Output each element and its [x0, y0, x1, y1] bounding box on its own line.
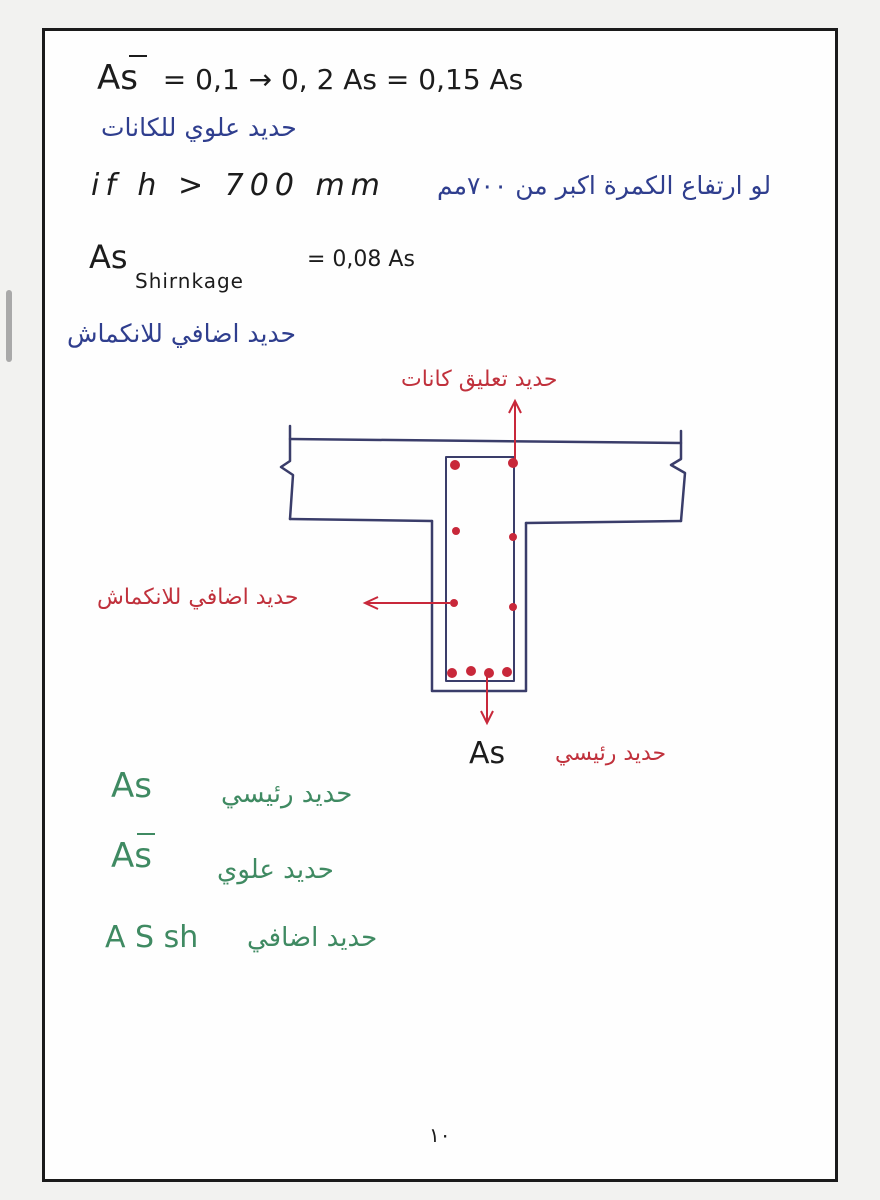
rebar-side-left-2: [450, 599, 458, 607]
annotation-arrows: [365, 401, 521, 723]
top-steel-expression: = 0,1 → 0, 2 As = 0,15 As: [162, 63, 524, 96]
flange-top-edge: [290, 439, 681, 443]
rebar-bottom-2: [466, 666, 476, 676]
rebar-dots: [447, 458, 518, 678]
shrinkage-subscript: Shirnkage: [135, 269, 244, 293]
shrinkage-symbol: As: [89, 238, 128, 276]
rebar-bottom-4: [502, 667, 512, 677]
rebar-side-right-1: [509, 533, 517, 541]
top-steel-note: حديد علوي للكانات: [101, 113, 297, 142]
height-condition-note: لو ارتفاع الكمرة اكبر من ٧٠٠مم: [437, 171, 772, 200]
legend-top-meaning: حديد علوي: [217, 855, 334, 885]
flange-bottom-right: [526, 521, 681, 523]
legend-main-meaning: حديد رئيسي: [221, 779, 353, 809]
rebar-top-right: [508, 458, 518, 468]
notebook-page: [42, 28, 838, 1182]
main-steel-label: حديد رئيسي: [555, 741, 667, 766]
flange-bottom-left: [290, 519, 432, 521]
rebar-side-right-2: [509, 603, 517, 611]
scrollbar-handle[interactable]: [6, 290, 12, 362]
legend-extra-symbol: A S sh: [105, 920, 199, 955]
main-steel-symbol: As: [469, 736, 506, 771]
hanger-steel-label: حديد تعليق كانات: [401, 367, 558, 392]
shrinkage-expression: = 0,08 As: [307, 247, 415, 272]
shrinkage-note: حديد اضافي للانكماش: [67, 319, 297, 348]
rebar-side-left-1: [452, 527, 460, 535]
legend-main-symbol: As: [111, 766, 152, 806]
right-break-line: [671, 431, 685, 521]
stirrup: [446, 457, 514, 681]
shrinkage-steel-label: حديد اضافي للانكماش: [97, 585, 299, 610]
left-break-line: [281, 426, 293, 519]
rebar-bottom-1: [447, 668, 457, 678]
legend-extra-meaning: حديد اضافي: [247, 923, 378, 953]
rebar-top-left: [450, 460, 460, 470]
legend-top-symbol: As: [111, 839, 152, 873]
page-number: ١٠: [429, 1123, 451, 1147]
rebar-bottom-3: [484, 668, 494, 678]
height-condition: if h > 700 mm: [91, 168, 386, 203]
top-steel-symbol: As: [97, 61, 138, 95]
